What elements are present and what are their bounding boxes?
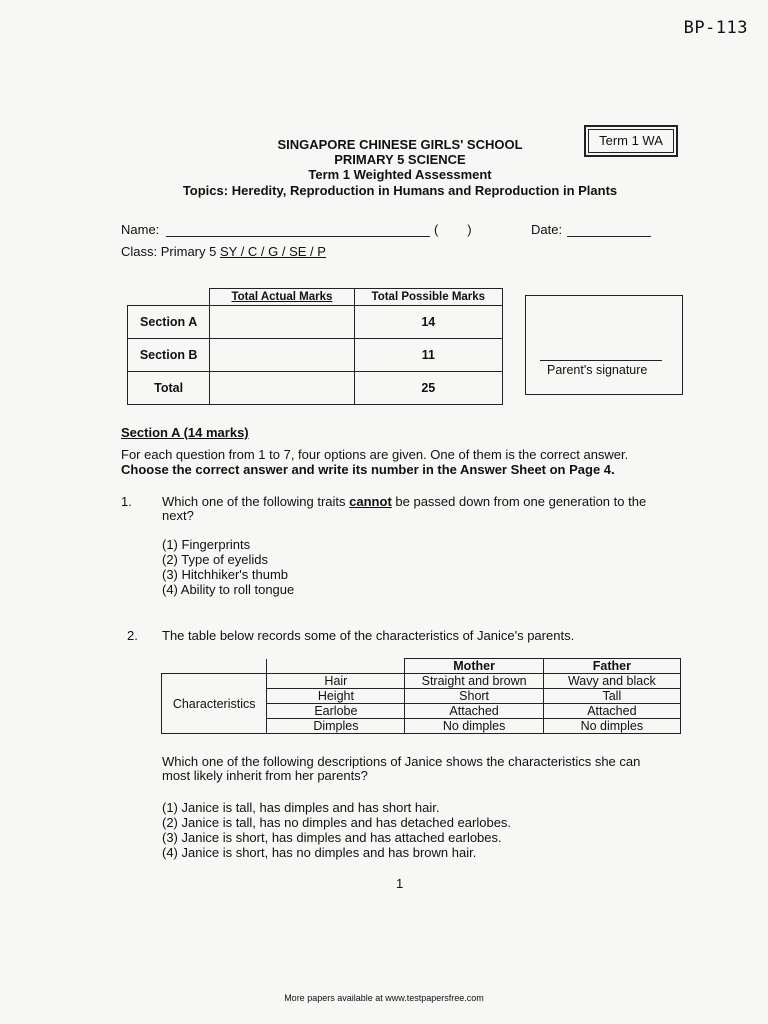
table-row [162,674,681,689]
father-cell: No dimples [543,719,680,734]
mother-cell: Attached [405,704,543,719]
marks-corner [128,289,210,306]
signature-line [540,360,662,361]
class-options: SY / C / G / SE / P [219,244,326,259]
name-label: Name: [121,222,160,237]
q2-option: (1) Janice is tall, has dimples and has short hair. [162,800,440,815]
term-box: Term 1 WA [584,125,678,157]
document-code: BP-113 [683,18,748,38]
possible-cell: 11 [354,339,502,372]
traits-corner [267,659,405,674]
assessment-title: Term 1 Weighted Assessment [308,167,492,182]
q1-options [162,537,294,597]
row-label: Total [128,372,210,405]
marks-row [128,306,503,339]
q1-option: (1) Fingerprints [162,537,251,552]
q1-option: (3) Hitchhiker's thumb [162,567,289,582]
row-label: Section B [128,339,210,372]
trait-cell: Hair [267,674,405,689]
class-label: Class: Primary 5 [121,244,217,259]
q2-option: (4) Janice is short, has no dimples and has brown hair. [162,845,477,860]
signature-box[interactable] [525,295,683,395]
q1-option: (4) Ability to roll tongue [162,582,295,597]
father-cell: Attached [543,704,680,719]
traits-corner [162,659,267,674]
actual-cell[interactable] [210,339,354,372]
q1-text [162,494,646,509]
row-label: Section A [128,306,210,339]
signature-label: Parent's signature [547,363,648,377]
mother-cell: Short [405,689,543,704]
level-title: PRIMARY 5 SCIENCE [334,152,466,167]
date-line[interactable] [567,236,651,237]
possible-cell: 14 [354,306,502,339]
q1-text-pre: Which one of the following traits [162,494,350,509]
q2-question-line1: Which one of the following descriptions of Janice shows the characteristics she can [162,754,641,769]
section-a-instruction-bold: Choose the correct answer and write its number in the Answer Sheet on Page 4. [121,462,615,477]
q2-number: 2. [127,628,138,643]
trait-cell: Earlobe [267,704,405,719]
col-possible-marks: Total Possible Marks [354,289,502,306]
q1-number: 1. [121,494,132,509]
q2-question-line2: most likely inherit from her parents? [162,768,368,783]
q2-text: The table below records some of the characteristics of Janice's parents. [162,628,575,643]
q1-text-post: be passed down from one generation to the [391,494,647,509]
characteristics-header: Characteristics [162,674,267,734]
name-line[interactable] [166,236,430,237]
q2-options [162,800,511,860]
marks-row [128,372,503,405]
marks-row [128,339,503,372]
trait-cell: Dimples [267,719,405,734]
mother-cell: Straight and brown [405,674,543,689]
parents-table [161,658,681,734]
marks-table [127,288,503,405]
father-cell: Tall [543,689,680,704]
section-a-instruction: For each question from 1 to 7, four options are given. One of them is the correct answer. [121,447,629,462]
col-mother: Mother [405,659,543,674]
q1-text-emph: cannot [349,494,392,509]
section-a-title: Section A (14 marks) [121,425,249,440]
actual-cell[interactable] [210,306,354,339]
footer-note: More papers available at www.testpapersfree.com [284,993,484,1003]
father-cell: Wavy and black [543,674,680,689]
actual-cell[interactable] [210,372,354,405]
topics-title: Topics: Heredity, Reproduction in Humans and Reproduction in Plants [182,183,618,198]
q1-text-line2: next? [162,508,194,523]
school-name: SINGAPORE CHINESE GIRLS' SCHOOL [277,137,523,152]
register-number-paren: ( ) [434,222,472,237]
col-actual-marks: Total Actual Marks [210,289,354,306]
page-number: 1 [396,876,404,891]
q2-option: (2) Janice is tall, has no dimples and has detached earlobes. [162,815,512,830]
q2-option: (3) Janice is short, has dimples and has attached earlobes. [162,830,502,845]
date-label: Date: [531,222,563,237]
col-father: Father [543,659,680,674]
class-line [121,244,326,259]
trait-cell: Height [267,689,405,704]
mother-cell: No dimples [405,719,543,734]
possible-cell: 25 [354,372,502,405]
q1-option: (2) Type of eyelids [162,552,268,567]
